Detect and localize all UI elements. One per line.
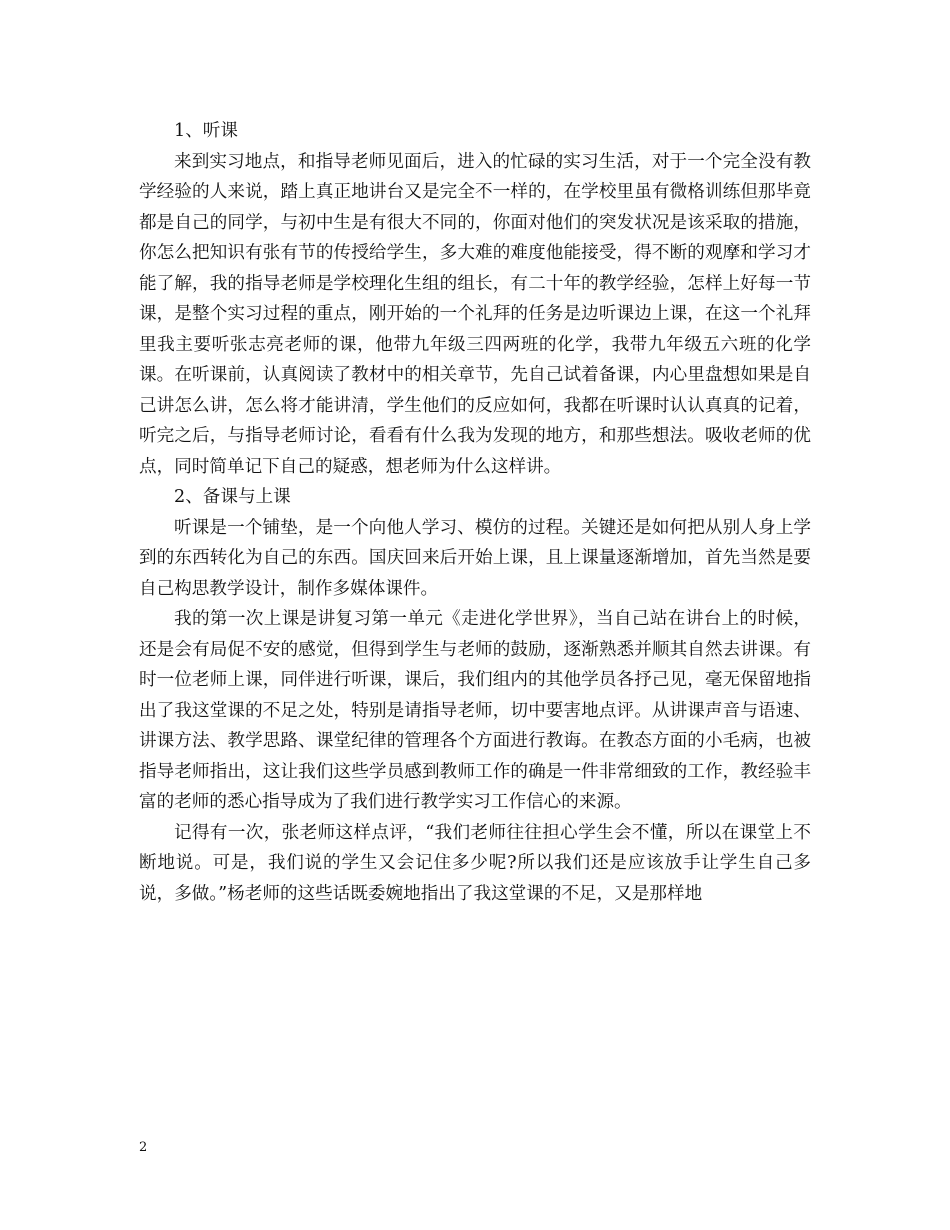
section-heading-listening: 1、听课 bbox=[174, 121, 238, 141]
paragraph-preparation-intro: 听课是一个铺垫，是一个向他人学习、模仿的过程。关键还是如何把从别人身上学到的东西转化为自己的东西。国庆回来后开始上课，且上课量逐渐增加，首先当然是要自己构思教学设计，制作多媒体课件。 bbox=[139, 517, 811, 599]
paragraph-teacher-comment: 记得有一次，张老师这样点评，“我们老师往往担心学生会不懂，所以在课堂上不断地说。可是，我们说的学生又会记住多少呢?所以我们还是应该放手让学生自己多说，多做。”杨老师的这些话既委婉地指出了我这堂课的不足，又是那样地 bbox=[139, 822, 811, 904]
paragraph-first-lesson: 我的第一次上课是讲复习第一单元《走进化学世界》，当自己站在讲台上的时候，还是会有局促不安的感觉，但得到学生与老师的鼓励，逐渐熟悉并顺其自然去讲课。有时一位老师上课，同伴进行听课，课后，我们组内的其他学员各抒己见，毫无保留地指出了我这堂课的不足之处，特别是请指导老师，切中要害地点评。从讲课声音与语速、讲课方法、教学思路、课堂纪律的管理各个方面进行教诲。在教态方面的小毛病，也被指导老师指出，这让我们这些学员感到教师工作的确是一件非常细致的工作，教经验丰富的老师的悉心指导成为了我们进行教学实习工作信心的来源。 bbox=[139, 609, 811, 812]
document-body bbox=[139, 116, 811, 909]
section-heading-preparation: 2、备课与上课 bbox=[174, 487, 291, 507]
page-number: 2 bbox=[139, 1140, 148, 1155]
paragraph-listening: 来到实习地点，和指导老师见面后，进入的忙碌的实习生活，对于一个完全没有教学经验的人来说，踏上真正地讲台又是完全不一样的，在学校里虽有微格训练但那毕竟都是自己的同学，与初中生是有很大不同的，你面对他们的突发状况是该采取的措施，你怎么把知识有张有节的传授给学生，多大难的难度他能接受，得不断的观摩和学习才能了解，我的指导老师是学校理化生组的组长，有二十年的教学经验，怎样上好每一节课，是整个实习过程的重点，刚开始的一个礼拜的任务是边听课边上课，在这一个礼拜里我主要听张志亮老师的课，他带九年级三四两班的化学，我带九年级五六班的化学课。在听课前，认真阅读了教材中的相关章节，先自己试着备课，内心里盘想如果是自己讲怎么讲，怎么将才能讲清，学生他们的反应如何，我都在听课时认认真真的记着，听完之后，与指导老师讨论，看看有什么我为发现的地方，和那些想法。吸收老师的优点，同时简单记下自己的疑惑，想老师为什么这样讲。 bbox=[139, 151, 811, 477]
